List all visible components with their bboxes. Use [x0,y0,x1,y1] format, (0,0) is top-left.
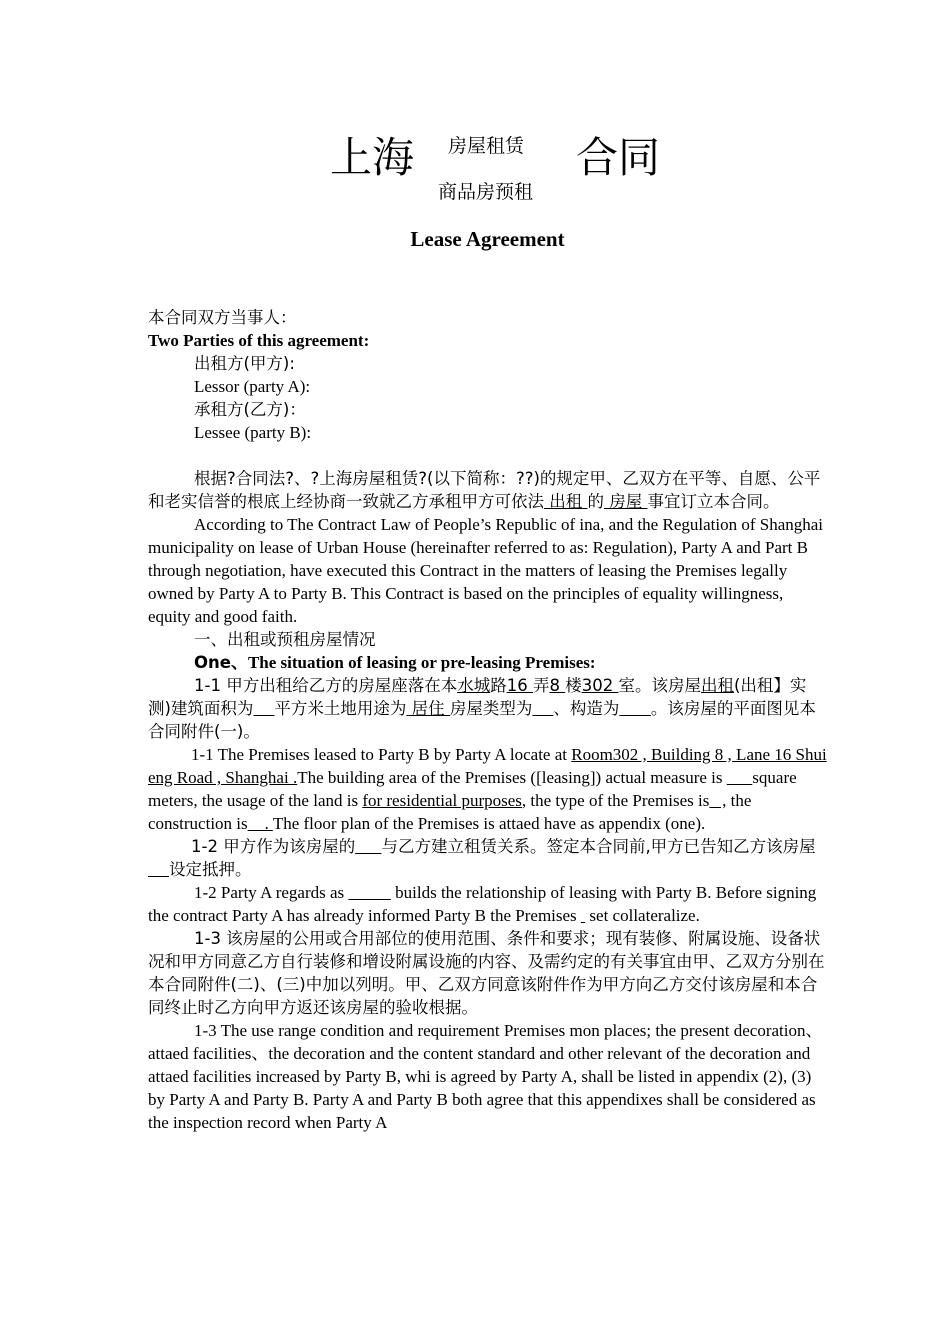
clause-1-3-cn: 1-3 该房屋的公用或合用部位的使用范围、条件和要求；现有装修、附属设施、设备状况和甲方同意乙方自行装修和增设附属设施的内容、及需约定的有关事宜由甲、乙双方分别在本合同附件(二)、(三)中加以列明。甲、乙双方同意该附件作为甲方向乙方交付该房屋和本合同终止时乙方向甲方返还该房屋的验收根据。 [148,929,825,1017]
clause-1-2-cn: 1-2 甲方作为该房屋的 与乙方建立租赁关系。签定本合同前,甲方已告知乙方该房屋 设定抵押。 [168,837,816,879]
lessee-en: Lessee (party B): [194,423,312,442]
lessor-en: Lessor (party A): [194,377,311,396]
spacer [148,444,828,467]
clause-1-1-en: 1-1 The Premises leased to Party B by Party A locate at Room302 , Building 8 , Lane 16 Shui eng Road , Shanghai .The building area of the Premises ([leasing]) actual measure is square meters, the usage of the land is for residential purposes, the type of the Premises is , the construction is . The floor plan of the Premises is attaed have as appendix (one). [148,745,827,833]
clause-1-3-en: 1-3 The use range condition and requirement Premises mon places; the present decoration、attaed facilities、the decoration and the content standard and other relevant of the decoration and attaed facilities increased by Party B, whi is agreed by Party A, shall be listed in appendix (2), (3) by Party A and Party B. Party A and Party B both agree that this appendixes shall be considered as the inspection record when Party A [148,1021,823,1132]
title-sub-top: 房屋租赁 [448,135,525,157]
clause-1-2-en: 1-2 Party A regards as builds the relationship of leasing with Party B. Before signing the contract Party A has already informed Party B the Premises set collateralize. [148,883,817,925]
title-sub-bottom: 商品房预租 [438,181,534,203]
lessor-cn: 出租方(甲方): [194,354,295,373]
document-body [148,306,828,1134]
section1-heading-cn: 一、出租或预租房屋情况 [194,630,376,649]
intro-paragraph-en: According to The Contract Law of People’s Republic of ina, and the Regulation of Shanghai municipality on lease of Urban House (hereinafter referred to as: Regulation), Party A and Part B through negotiation, have executed this Contract in the matters of leasing the Premises legally owned by Party A to Party B. This Contract is based on the principles of equality willingness, equity and good faith. [148,515,824,626]
parties-heading-en: Two Parties of this agreement: [148,331,370,350]
title-city: 上海 [330,133,415,182]
parties-heading-cn: 本合同双方当事人： [148,308,297,327]
lessee-cn: 承租方(乙方)： [194,400,306,419]
clause-1-1-cn: 1-1 甲方出租给乙方的房屋座落在本水城路16 弄8 楼302 室。该房屋出租(出租】实测)建筑面积为 平方米土地用途为 居住 房屋类型为 、构造为 。该房屋的平面图见本合同附件(一)。 [148,676,816,741]
lease-agreement-title: Lease Agreement [410,227,565,251]
section1-heading-en: One、The situation of leasing or pre-leasing Premises: [194,653,596,672]
intro-paragraph-cn: 根据?合同法?、?上海房屋租赁?(以下简称：??)的规定甲、乙双方在平等、自愿、公平和老实信誉的根底上经协商一致就乙方承租甲方可依法 出租 的 房屋 事宜订立本合同。 [148,469,821,511]
title-contract: 合同 [576,133,661,182]
